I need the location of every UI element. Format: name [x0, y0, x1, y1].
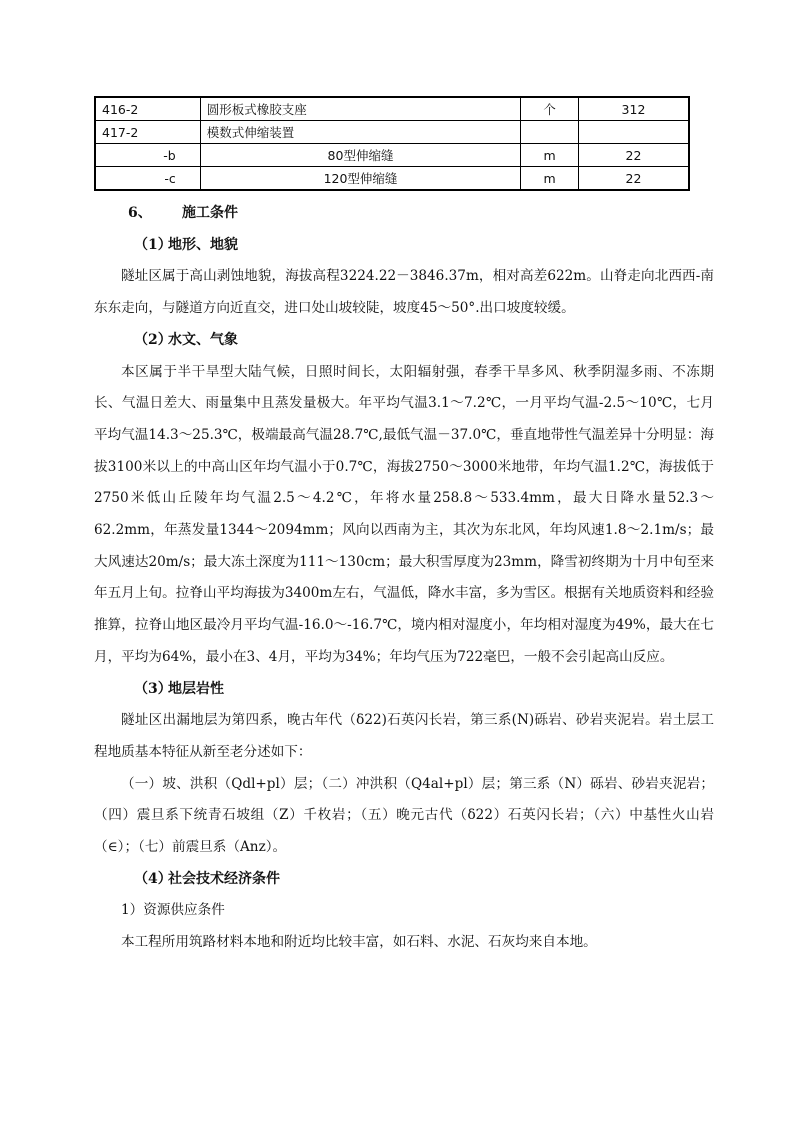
item-code: 416-2	[95, 97, 200, 121]
strata-paragraph: 隧址区出漏地层为第四系，晚古年代（δ22)石英闪长岩，第三系(N)砾岩、砂岩夹泥岩。岩土层工程地质基本特征从新至老分述如下：	[94, 712, 714, 760]
item-unit: m	[521, 144, 579, 167]
table-row	[95, 144, 689, 167]
table-row	[95, 167, 689, 191]
item-name: 120型伸缩缝	[200, 167, 521, 191]
subsection-title: 地形、地貌	[168, 236, 238, 253]
item-code: -c	[95, 167, 200, 191]
subsection-number: （2）	[134, 331, 172, 348]
item-name: 模数式伸缩装置	[200, 121, 521, 144]
subsection-heading-strata	[94, 674, 714, 706]
item-unit: 个	[521, 97, 579, 121]
climate-paragraph: 本区属于半干旱型大陆气候，日照时间长，太阳辐射强，春季干旱多风、秋季阴湿多雨、不冻期长、气温日差大、雨量集中且蒸发量极大。年平均气温3.1～7.2℃，一月平均气温-2.5～10℃，七月平均气温14.3～25.3℃，极端最高气温28.7℃,最低气温－37.0℃，垂直地带性气温差异十分明显：海拔3100米以上的中高山区年均气温小于0.7℃，海拔2750～3000米地带，年均气温1.2℃，海拔低于2750米低山丘陵年均气温2.5～4.2℃，年将水量258.8～533.4mm，最大日降水量52.3～62.2mm，年蒸发量1344～2094mm；风向以西南为主，其次为东北风，年均风速1.8～2.1m/s；最大风速达20m/s；最大冻土深度为111～130cm；最大积雪厚度为23mm，降雪初终期为十月中旬至来年五月上旬。拉脊山平均海拔为3400m左右，气温低，降水丰富，多为雪区。根据有关地质资料和经验推算，拉脊山地区最冷月平均气温-16.0～-16.7℃，境内相对湿度小，年均相对湿度为49%，最大在七月，平均为64%，最小在3、4月，平均为34%；年均气压为722毫巴，一般不会引起高山反应。	[94, 363, 714, 665]
section-heading	[94, 198, 714, 230]
item-unit: m	[521, 167, 579, 191]
subsection-title: 社会技术经济条件	[168, 870, 280, 887]
item-quantity	[578, 121, 689, 144]
resource-supply-heading: 1）资源供应条件	[121, 902, 225, 919]
subsection-title: 水文、气象	[168, 331, 238, 348]
body-text	[94, 198, 714, 959]
item-quantity: 22	[578, 144, 689, 167]
subsection-number: （4）	[134, 870, 172, 887]
table-row	[95, 121, 689, 144]
section-number: 6、	[128, 205, 152, 221]
subsection-heading-climate	[94, 325, 714, 357]
item-code: 417-2	[95, 121, 200, 144]
subsection-number: （1）	[134, 236, 172, 253]
item-code: -b	[95, 144, 200, 167]
terrain-paragraph: 隧址区属于高山剥蚀地貌，海拔高程3224.22－3846.37m，相对高差622m。山脊走向北西西-南东东走向，与隧道方向近直交，进口处山坡较陡，坡度45～50°.出口坡度较缓。	[94, 268, 714, 317]
item-name: 80型伸缩缝	[200, 144, 521, 167]
table-row	[95, 97, 689, 121]
item-unit	[521, 121, 579, 144]
item-quantity: 22	[578, 167, 689, 191]
section-title: 施工条件	[182, 205, 238, 221]
subsection-heading-socioeconomic	[94, 864, 714, 896]
item-quantity: 312	[578, 97, 689, 121]
strata-list-paragraph: （一）坡、洪积（Qdl+pl）层；（二）冲洪积（Q4al+pl）层；第三系（N）砾岩、砂岩夹泥岩；（四）震旦系下统青石坡组（Z）千枚岩；（五）晚元古代（δ22）石英闪长岩；（六）中基性火山岩（∈）；（七）前震旦系（Anz）。	[94, 775, 714, 856]
subsection-heading-terrain	[94, 230, 714, 262]
quantity-table	[94, 96, 690, 191]
resource-paragraph: 本工程所用筑路材料本地和附近均比较丰富，如石料、水泥、石灰均来自本地。	[121, 934, 597, 951]
subsection-title: 地层岩性	[168, 680, 224, 697]
item-name: 圆形板式橡胶支座	[200, 97, 521, 121]
subsection-number: （3）	[134, 680, 172, 697]
